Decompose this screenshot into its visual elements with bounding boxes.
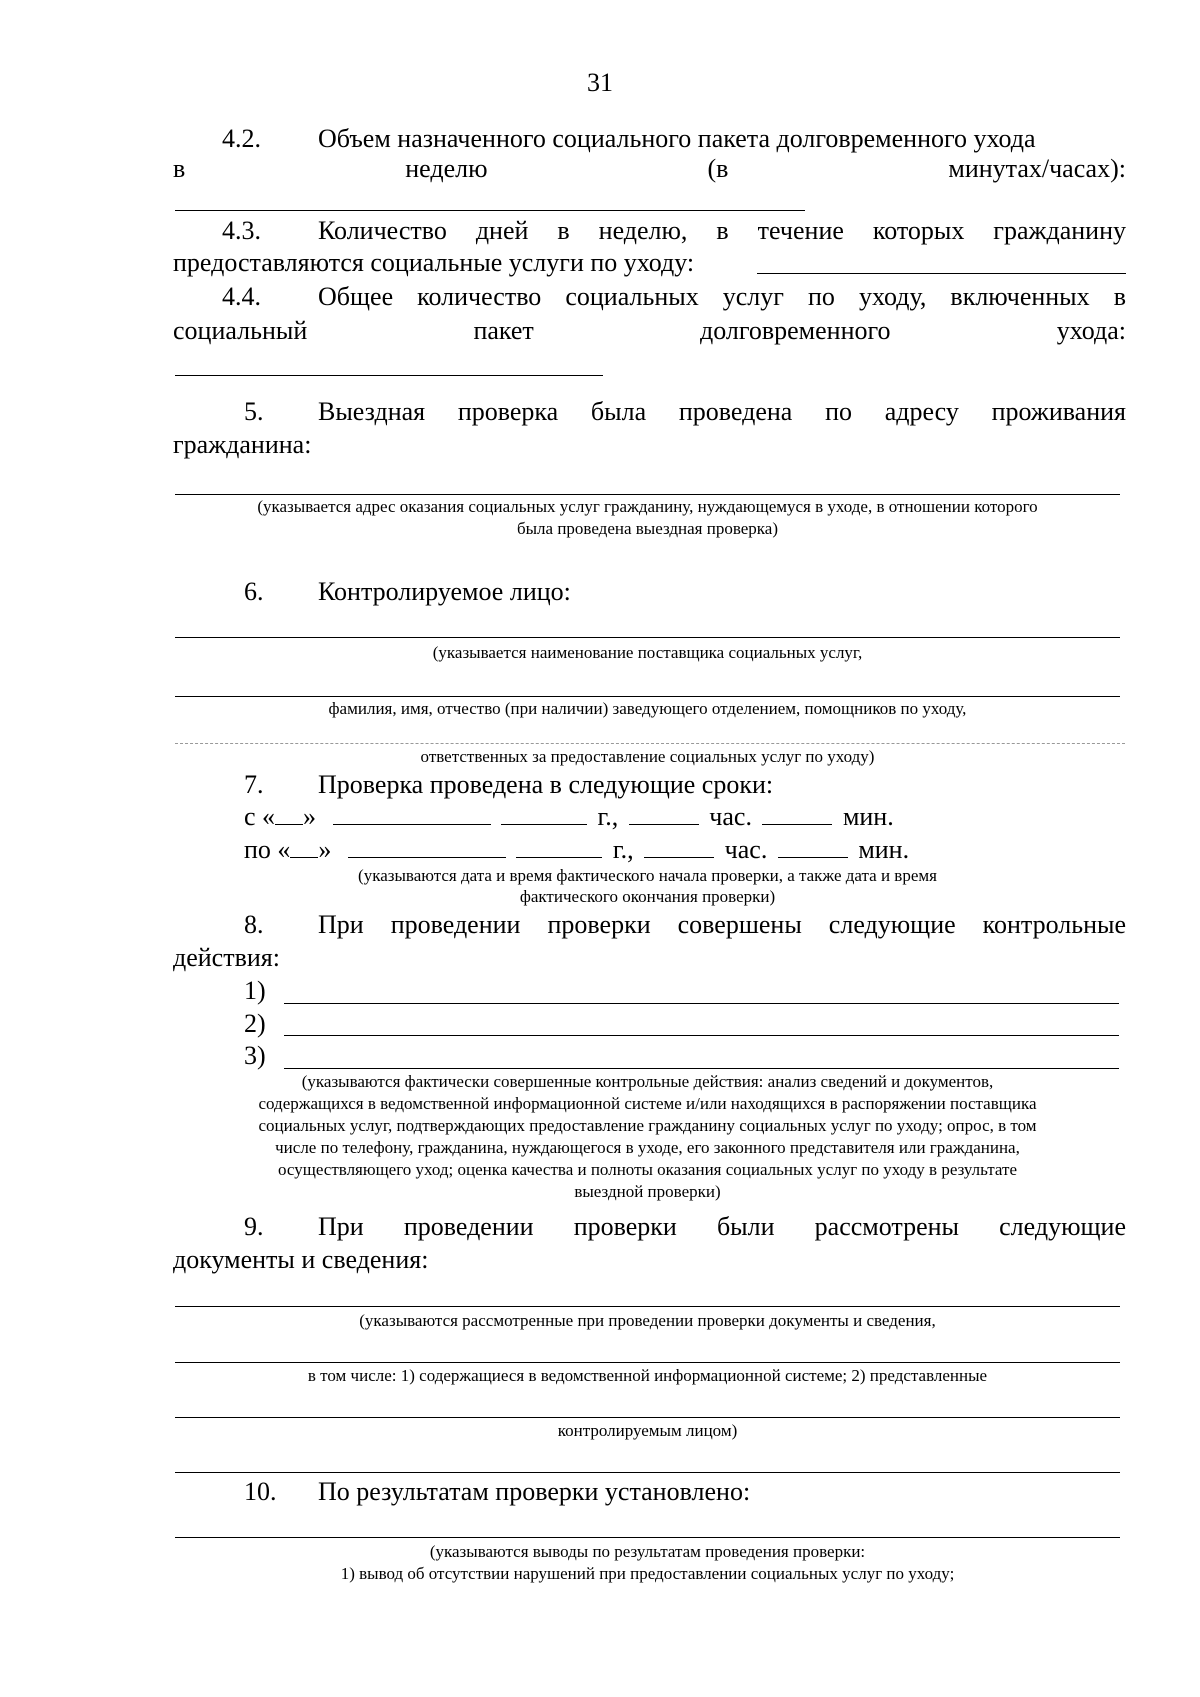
section-4-4-word: пакет — [473, 316, 534, 345]
section-4-2-word: (в — [707, 154, 729, 183]
minute-label: мин. — [858, 835, 910, 864]
section-9-answer-line[interactable] — [175, 1362, 1120, 1363]
section-6-number: 6. — [244, 577, 264, 606]
section-7-number: 7. — [244, 770, 264, 799]
section-4-2-line2 — [173, 154, 1126, 184]
section-4-3-number: 4.3. — [222, 216, 261, 245]
hour-label: час. — [709, 802, 752, 831]
year-suffix: г., — [597, 802, 619, 831]
section-9-word: проведении — [403, 1212, 534, 1241]
from-minute-field[interactable] — [762, 802, 832, 825]
quote-close: » — [303, 802, 317, 831]
section-8-note: социальных услуг, подтверждающих предоставление гражданину социальных услуг по уходу; опрос, в том — [258, 1116, 1037, 1135]
section-9-note: контролируемым лицом) — [557, 1421, 738, 1440]
section-8-note: числе по телефону, гражданина, нуждающегося в уходе, его законного представителя или гражданина, — [275, 1138, 1020, 1157]
section-7-note: (указываются дата и время фактического начала проверки, а также дата и время — [358, 866, 937, 885]
section-9-word: проверки — [573, 1212, 677, 1241]
from-hour-field[interactable] — [629, 802, 699, 825]
section-4-4-answer-line[interactable] — [175, 375, 603, 376]
section-4-3-line2: предоставляются социальные услуги по уходу: — [173, 248, 695, 277]
action-item-line[interactable] — [284, 1003, 1119, 1004]
section-6-title: Контролируемое лицо: — [318, 577, 571, 606]
action-item-label: 3) — [244, 1041, 266, 1070]
section-9-word: рассмотрены — [814, 1212, 960, 1241]
section-5-note: (указывается адрес оказания социальных услуг гражданину, нуждающемуся в уходе, в отношении которого — [257, 497, 1038, 516]
action-item-line[interactable] — [284, 1035, 1119, 1036]
action-item-label: 1) — [244, 976, 266, 1005]
from-year-field[interactable] — [501, 802, 587, 825]
section-6-answer-line[interactable] — [175, 637, 1120, 638]
section-4-2-word: минутах/часах): — [948, 154, 1126, 183]
section-8-note: осуществляющего уход; оценка качества и полноты оказания социальных услуг по уходу в результате — [277, 1160, 1017, 1179]
section-9-word: При — [318, 1212, 364, 1241]
page-number: 31 — [587, 68, 613, 97]
section-4-4-word: ухода: — [1056, 316, 1126, 345]
section-6-answer-line[interactable] — [175, 743, 1125, 744]
to-year-field[interactable] — [516, 835, 602, 858]
section-4-2-word: неделю — [405, 154, 488, 183]
hour-label: час. — [724, 835, 768, 864]
section-4-2-number: 4.2. — [222, 124, 261, 153]
from-month-field[interactable] — [333, 802, 491, 825]
section-9-number: 9. — [244, 1212, 264, 1241]
section-4-4-number: 4.4. — [222, 282, 261, 311]
section-8-number: 8. — [244, 910, 264, 939]
section-4-4-line2 — [173, 316, 1126, 346]
section-9-note: в том числе: 1) содержащиеся в ведомственной информационной системе; 2) представленные — [307, 1366, 988, 1385]
from-day-field[interactable] — [275, 802, 303, 825]
section-7-title: Проверка проведена в следующие сроки: — [318, 770, 774, 799]
section-8-line2: действия: — [173, 943, 280, 972]
to-day-field[interactable] — [290, 835, 318, 858]
section-9-word: были — [716, 1212, 775, 1241]
section-4-3-text: Количество дней в неделю, в течение которых гражданину — [318, 216, 1126, 245]
minute-label: мин. — [842, 802, 894, 831]
section-9-answer-line[interactable] — [175, 1306, 1120, 1307]
section-10-number: 10. — [244, 1477, 277, 1506]
section-4-2-text: Объем назначенного социального пакета долговременного ухода — [318, 124, 1036, 153]
section-10-note: (указываются выводы по результатам проведения проверки: — [429, 1542, 866, 1561]
section-4-3-answer-line[interactable] — [757, 273, 1126, 274]
section-7-note: фактического окончания проверки) — [519, 887, 776, 906]
section-6-answer-line[interactable] — [175, 696, 1120, 697]
section-4-4-word: социальный — [173, 316, 308, 345]
to-minute-field[interactable] — [778, 835, 848, 858]
quote-close: » — [318, 835, 332, 864]
section-10-title: По результатам проверки установлено: — [318, 1477, 751, 1506]
section-4-2-word: в — [173, 154, 186, 183]
action-item-label: 2) — [244, 1009, 266, 1038]
section-5-answer-line[interactable] — [175, 494, 1120, 495]
section-5-note: была проведена выездная проверка) — [516, 519, 779, 538]
section-7-from-row — [244, 802, 894, 832]
section-8-note: содержащихся в ведомственной информационной системе и/или находящихся в распоряжении поставщика — [258, 1094, 1037, 1113]
section-8-note: выездной проверки) — [574, 1182, 721, 1201]
section-6-note: (указывается наименование поставщика социальных услуг, — [432, 643, 863, 662]
section-10-answer-line[interactable] — [175, 1537, 1120, 1538]
section-4-4-word: долговременного — [699, 316, 891, 345]
section-5-text: Выездная проверка была проведена по адресу проживания — [318, 397, 1126, 426]
from-prefix: с « — [244, 802, 276, 831]
section-6-note: ответственных за предоставление социальных услуг по уходу) — [420, 747, 875, 766]
section-6-note: фамилия, имя, отчество (при наличии) заведующего отделением, помощников по уходу, — [328, 699, 967, 718]
to-hour-field[interactable] — [644, 835, 714, 858]
to-prefix: по « — [244, 835, 291, 864]
action-item-line[interactable] — [284, 1068, 1119, 1069]
section-8-text: При проведении проверки совершены следующие контрольные — [318, 910, 1126, 939]
section-8-note: (указываются фактически совершенные контрольные действия: анализ сведений и документов, — [301, 1072, 994, 1091]
section-4-2-answer-line[interactable] — [175, 210, 805, 211]
to-month-field[interactable] — [348, 835, 506, 858]
section-5-number: 5. — [244, 397, 264, 426]
section-9-note: (указываются рассмотренные при проведении проверки документы и сведения, — [359, 1311, 936, 1330]
section-9-word: следующие — [999, 1212, 1126, 1241]
section-9-line1 — [318, 1212, 1126, 1242]
section-9-line2: документы и сведения: — [173, 1245, 429, 1274]
year-suffix: г., — [612, 835, 634, 864]
section-9-answer-line[interactable] — [175, 1472, 1120, 1473]
section-7-to-row — [244, 835, 909, 865]
section-5-line2: гражданина: — [173, 430, 312, 459]
section-9-answer-line[interactable] — [175, 1417, 1120, 1418]
section-4-4-text: Общее количество социальных услуг по уходу, включенных в — [318, 282, 1126, 311]
section-10-note: 1) вывод об отсутствии нарушений при предоставлении социальных услуг по уходу; — [340, 1564, 955, 1583]
